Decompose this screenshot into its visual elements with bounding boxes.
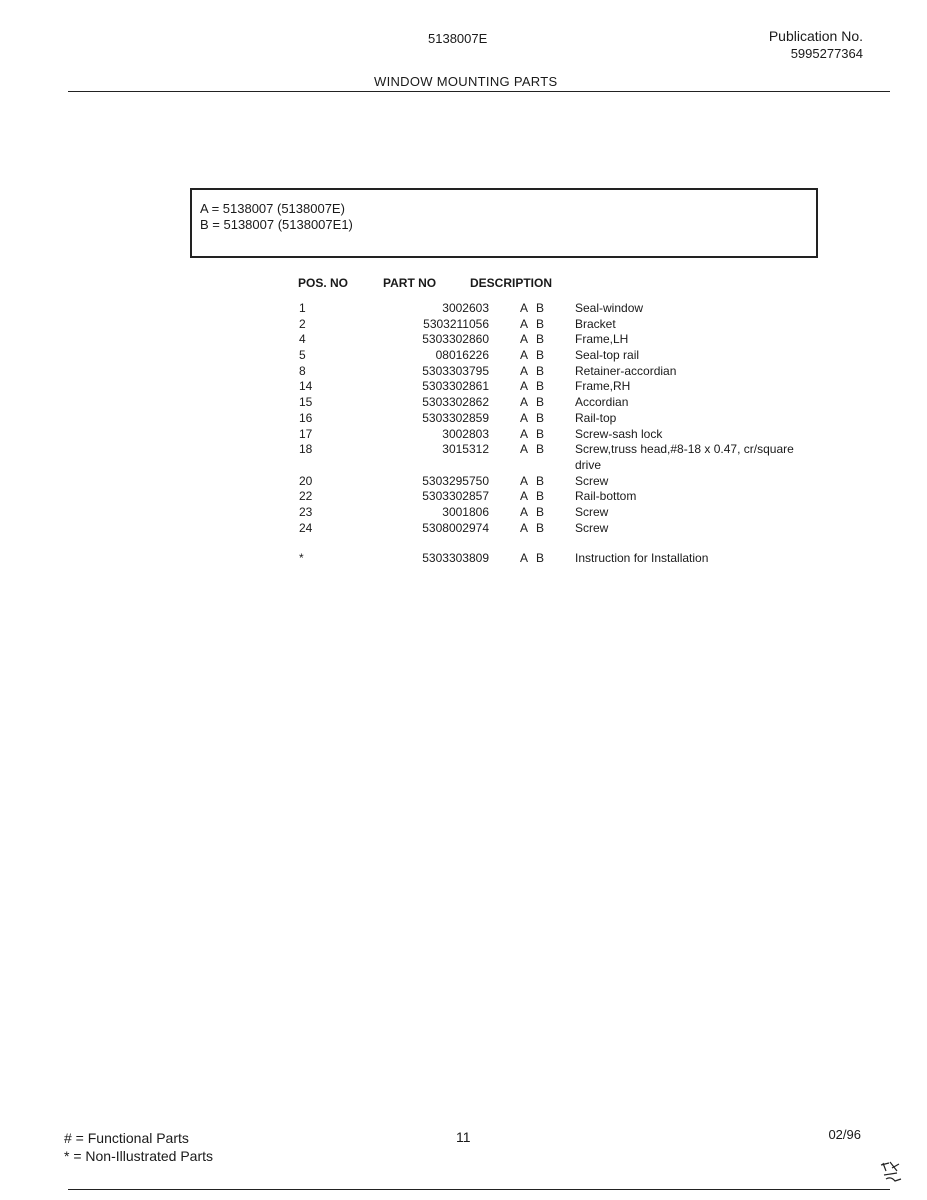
publication-label: Publication No. bbox=[768, 28, 863, 44]
part-description: Frame,RH bbox=[575, 379, 631, 394]
handwritten-initials-mark bbox=[877, 1159, 907, 1185]
model-a-flag: A bbox=[520, 301, 529, 315]
part-description: Screw-sash lock bbox=[575, 426, 663, 441]
model-a-flag: A bbox=[520, 332, 529, 347]
model-b-flag: B bbox=[536, 489, 545, 504]
publication-block bbox=[769, 28, 863, 62]
publication-number: 5995277364 bbox=[790, 46, 863, 61]
table-row bbox=[0, 301, 927, 317]
part-description: Rail-bottom bbox=[575, 489, 637, 504]
part-no: 5303302862 bbox=[422, 395, 489, 410]
page-number: 11 bbox=[456, 1129, 471, 1145]
table-row bbox=[0, 348, 927, 364]
table-row bbox=[0, 521, 927, 537]
part-description: Screw bbox=[575, 473, 609, 488]
model-b-flag: B bbox=[536, 473, 545, 488]
model-a-flag: A bbox=[520, 363, 529, 378]
part-no: 5303303795 bbox=[422, 363, 489, 378]
pos-no: 16 bbox=[299, 410, 313, 425]
part-description: Screw bbox=[575, 504, 609, 519]
part-description: Seal-top rail bbox=[575, 348, 640, 363]
section-title: WINDOW MOUNTING PARTS bbox=[374, 74, 558, 89]
model-a-flag: A bbox=[520, 348, 529, 363]
part-description: Seal-window bbox=[575, 301, 644, 315]
part-no: 3002803 bbox=[442, 426, 489, 441]
model-a-flag: A bbox=[520, 316, 529, 331]
model-a-flag: A bbox=[520, 551, 529, 566]
table-row bbox=[0, 379, 927, 395]
part-no: 5303303809 bbox=[422, 551, 489, 566]
model-a-flag: A bbox=[520, 410, 529, 425]
part-description: Retainer-accordian bbox=[575, 363, 677, 378]
part-no: 5303295750 bbox=[422, 473, 489, 488]
revision-date: 02/96 bbox=[828, 1127, 861, 1142]
pos-no: 4 bbox=[299, 332, 306, 347]
model-a-flag: A bbox=[520, 426, 529, 441]
part-no: 5308002974 bbox=[422, 520, 489, 535]
pos-no: 2 bbox=[299, 316, 306, 331]
table-row bbox=[0, 317, 927, 333]
table-row bbox=[0, 551, 927, 567]
part-description: Frame,LH bbox=[575, 332, 629, 347]
table-row bbox=[0, 332, 927, 348]
model-b-flag: B bbox=[536, 348, 545, 363]
part-no: 3015312 bbox=[442, 442, 489, 457]
col-header-pos: POS. NO bbox=[298, 276, 349, 290]
model-b-flag: B bbox=[536, 520, 545, 535]
pos-no: 18 bbox=[299, 442, 313, 457]
model-legend-a: A = 5138007 (5138007E) bbox=[200, 201, 345, 216]
model-number: 5138007E bbox=[428, 31, 488, 46]
pos-no: 24 bbox=[299, 520, 313, 535]
model-a-flag: A bbox=[520, 395, 529, 410]
part-description: Screw bbox=[575, 520, 609, 535]
model-a-flag: A bbox=[520, 520, 529, 535]
pos-no: 1 bbox=[299, 301, 306, 315]
footer-rule bbox=[68, 1189, 890, 1190]
model-legend-box bbox=[190, 188, 818, 258]
table-row bbox=[0, 474, 927, 490]
pos-no: 17 bbox=[299, 426, 313, 441]
part-no: 3001806 bbox=[442, 504, 489, 519]
pos-no: 23 bbox=[299, 504, 313, 519]
table-row bbox=[0, 411, 927, 427]
model-a-flag: A bbox=[520, 489, 529, 504]
table-row bbox=[0, 395, 927, 411]
table-row bbox=[0, 505, 927, 521]
footer-legend bbox=[64, 1129, 213, 1165]
part-description: Screw,truss head,#8-18 x 0.47, cr/square drive bbox=[575, 442, 794, 472]
pos-no: 8 bbox=[299, 363, 306, 378]
model-b-flag: B bbox=[536, 301, 545, 315]
table-row bbox=[0, 489, 927, 505]
pos-no: * bbox=[299, 551, 304, 566]
model-b-flag: B bbox=[536, 504, 545, 519]
model-b-flag: B bbox=[536, 395, 545, 410]
pos-no: 20 bbox=[299, 473, 313, 488]
part-no: 5303302861 bbox=[422, 379, 489, 394]
model-legend-b: B = 5138007 (5138007E1) bbox=[200, 217, 353, 232]
part-no: 3002603 bbox=[442, 301, 489, 315]
col-header-desc: DESCRIPTION bbox=[470, 276, 553, 290]
model-b-flag: B bbox=[536, 379, 545, 394]
part-no: 5303302859 bbox=[422, 410, 489, 425]
pos-no: 5 bbox=[299, 348, 306, 363]
part-description: Rail-top bbox=[575, 410, 617, 425]
part-no: 08016226 bbox=[435, 348, 489, 363]
part-no: 5303211056 bbox=[423, 316, 489, 331]
model-b-flag: B bbox=[536, 316, 545, 331]
model-a-flag: A bbox=[520, 442, 529, 457]
pos-no: 22 bbox=[299, 489, 313, 504]
legend-non-illustrated: * = Non-Illustrated Parts bbox=[64, 1148, 214, 1164]
col-header-part: PART NO bbox=[383, 276, 437, 290]
table-row bbox=[0, 427, 927, 443]
model-b-flag: B bbox=[536, 442, 545, 457]
parts-table bbox=[0, 301, 927, 567]
model-b-flag: B bbox=[536, 332, 545, 347]
model-a-flag: A bbox=[520, 473, 529, 488]
model-b-flag: B bbox=[536, 363, 545, 378]
header-rule bbox=[68, 91, 890, 92]
model-a-flag: A bbox=[520, 379, 529, 394]
table-row bbox=[0, 364, 927, 380]
legend-functional: # = Functional Parts bbox=[64, 1130, 189, 1146]
part-description: Bracket bbox=[575, 316, 616, 331]
table-row bbox=[0, 442, 927, 473]
pos-no: 14 bbox=[299, 379, 313, 394]
part-no: 5303302857 bbox=[422, 489, 489, 504]
model-a-flag: A bbox=[520, 504, 529, 519]
part-no: 5303302860 bbox=[422, 332, 489, 347]
model-b-flag: B bbox=[536, 551, 545, 566]
model-b-flag: B bbox=[536, 426, 545, 441]
pos-no: 15 bbox=[299, 395, 313, 410]
part-description: Accordian bbox=[575, 395, 629, 410]
part-description: Instruction for Installation bbox=[575, 551, 709, 566]
model-b-flag: B bbox=[536, 410, 545, 425]
